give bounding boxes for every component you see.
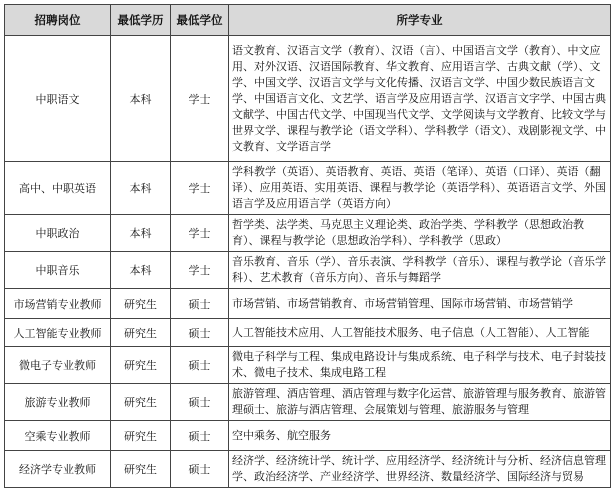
degree-cell: 硕士: [171, 421, 229, 451]
header-degree: 最低学位: [171, 5, 229, 36]
position-cell: 旅游专业教师: [5, 384, 111, 421]
position-cell: 经济学专业教师: [5, 451, 111, 488]
position-cell: 中职政治: [5, 215, 111, 252]
position-cell: 高中、中职英语: [5, 162, 111, 215]
education-cell: 研究生: [111, 319, 171, 347]
degree-cell: 硕士: [171, 384, 229, 421]
majors-cell: 空中乘务、航空服务: [229, 421, 611, 451]
header-row: [5, 5, 611, 36]
education-cell: 研究生: [111, 451, 171, 488]
majors-cell: 人工智能技术应用、人工智能技术服务、电子信息（人工智能）、人工智能: [229, 319, 611, 347]
position-cell: 中职音乐: [5, 252, 111, 289]
majors-cell: 旅游管理、酒店管理、酒店管理与数字化运营、旅游管理与服务教育、旅游管理硕士、旅游与酒店管理、会展策划与管理、旅游服务与管理: [229, 384, 611, 421]
education-cell: 研究生: [111, 289, 171, 319]
table-row: [5, 162, 611, 215]
position-cell: 空乘专业教师: [5, 421, 111, 451]
table-row: [5, 347, 611, 384]
education-cell: 本科: [111, 252, 171, 289]
table-row: [5, 319, 611, 347]
majors-cell: 市场营销、市场营销教育、市场营销管理、国际市场营销、市场营销学: [229, 289, 611, 319]
majors-cell: 音乐教育、音乐（学）、音乐表演、学科教学（音乐）、课程与教学论（音乐学科）、艺术教育（音乐方向）、音乐与舞蹈学: [229, 252, 611, 289]
degree-cell: 学士: [171, 215, 229, 252]
degree-cell: 硕士: [171, 289, 229, 319]
education-cell: 本科: [111, 215, 171, 252]
majors-cell: 哲学类、法学类、马克思主义理论类、政治学类、学科教学（思想政治教育）、课程与教学论（思想政治学科）、学科教学（思政）: [229, 215, 611, 252]
table-row: [5, 36, 611, 162]
education-cell: 研究生: [111, 421, 171, 451]
position-cell: 中职语文: [5, 36, 111, 162]
degree-cell: 学士: [171, 162, 229, 215]
position-cell: 市场营销专业教师: [5, 289, 111, 319]
majors-cell: 经济学、经济统计学、统计学、应用经济学、经济统计与分析、经济信息管理学、政治经济学、产业经济学、世界经济、数量经济学、国际经济与贸易: [229, 451, 611, 488]
position-cell: 人工智能专业教师: [5, 319, 111, 347]
education-cell: 本科: [111, 36, 171, 162]
degree-cell: 硕士: [171, 451, 229, 488]
header-education: 最低学历: [111, 5, 171, 36]
degree-cell: 学士: [171, 36, 229, 162]
table-row: [5, 289, 611, 319]
education-cell: 研究生: [111, 384, 171, 421]
degree-cell: 学士: [171, 252, 229, 289]
majors-cell: 语文教育、汉语言文学（教育）、汉语（言）、中国语言文学（教育）、中文应用、对外汉语、汉语国际教育、华文教育、应用语言学、古典文献（学）、文学、中国文学、汉语言文学与文化传播、汉语言文学、中国少数民族语言文学、中国语言文化、文艺学、语言学及应用语言学、汉语言文字学、中国古典文献学、中国古代文学、中国现当代文学、文学阅读与文学教育、比较文学与世界文学、课程与教学论（语文学科）、学科教学（语文）、戏剧影视文学、中文教育、文学语言学: [229, 36, 611, 162]
degree-cell: 硕士: [171, 319, 229, 347]
degree-cell: 硕士: [171, 347, 229, 384]
education-cell: 研究生: [111, 347, 171, 384]
table-row: [5, 252, 611, 289]
recruitment-table: [4, 4, 611, 488]
header-majors: 所学专业: [229, 5, 611, 36]
table-row: [5, 215, 611, 252]
table-row: [5, 451, 611, 488]
table-row: [5, 384, 611, 421]
position-cell: 微电子专业教师: [5, 347, 111, 384]
header-position: 招聘岗位: [5, 5, 111, 36]
table-row: [5, 421, 611, 451]
majors-cell: 学科教学（英语）、英语教育、英语、英语（笔译）、英语（口译）、英语（翻译）、应用英语、实用英语、课程与教学论（英语学科）、英语语言文学、外国语言学及应用语言学（英语方向）: [229, 162, 611, 215]
education-cell: 本科: [111, 162, 171, 215]
majors-cell: 微电子科学与工程、集成电路设计与集成系统、电子科学与技术、电子封装技术、微电子技术、集成电路工程: [229, 347, 611, 384]
